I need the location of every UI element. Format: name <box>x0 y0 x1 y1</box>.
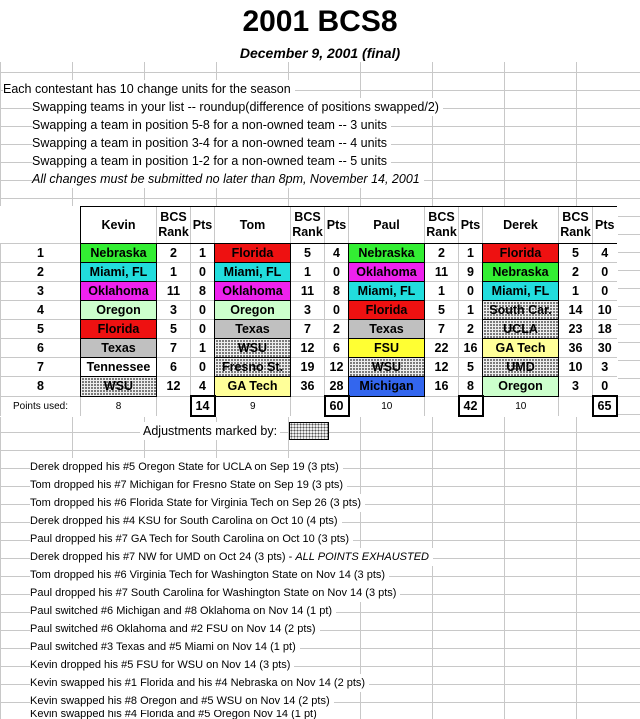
pts-cell: 30 <box>593 339 617 358</box>
log-entry: Paul switched #3 Texas and #5 Miami on Nov 14 (1 pt) <box>30 638 300 656</box>
bcs-rank-cell: 36 <box>291 377 325 397</box>
table-row <box>1 301 617 320</box>
rank-header-line: BCS <box>428 210 455 224</box>
bcs-rank-cell: 10 <box>559 358 593 377</box>
pts-cell: 28 <box>325 377 349 397</box>
log-entry: Paul switched #6 Michigan and #8 Oklahoma on Nov 14 (1 pt) <box>30 602 336 620</box>
position-cell: 7 <box>1 358 81 377</box>
log-entry: Paul dropped his #7 GA Tech for South Carolina on Oct 10 (3 pts) <box>30 530 353 548</box>
points-used-value: 10 <box>349 396 425 416</box>
points-used-value: 8 <box>81 396 157 416</box>
log-entry-text: Derek dropped his #7 NW for UMD on Oct 24 (3 pts) - <box>30 551 293 563</box>
pts-cell: 4 <box>325 244 349 263</box>
pts-cell: 2 <box>325 320 349 339</box>
rule-text: Each contestant has 10 change units for the season <box>3 80 295 98</box>
pts-cell: 0 <box>325 263 349 282</box>
rank-header-line: Rank <box>426 225 457 239</box>
bcs-rank-cell: 1 <box>559 282 593 301</box>
contestant-name: Kevin <box>81 207 157 244</box>
log-entry: Tom dropped his #7 Michigan for Fresno State on Sep 19 (3 pts) <box>30 476 347 494</box>
table-row <box>1 320 617 339</box>
team-cell: Florida <box>81 320 157 339</box>
bcs-rank-cell: 22 <box>425 339 459 358</box>
log-entry: Kevin swapped his #8 Oregon and #5 WSU on Nov 14 (2 pts) <box>30 692 334 710</box>
team-cell: Texas <box>349 320 425 339</box>
pts-header: Pts <box>325 207 349 244</box>
rank-header-line: BCS <box>562 210 589 224</box>
bcs-rank-cell: 7 <box>291 320 325 339</box>
position-cell: 4 <box>1 301 81 320</box>
pts-cell: 1 <box>459 301 483 320</box>
pts-cell: 6 <box>325 339 349 358</box>
team-cell: Tennessee <box>81 358 157 377</box>
position-cell: 8 <box>1 377 81 397</box>
position-cell: 2 <box>1 263 81 282</box>
pts-cell: 18 <box>593 320 617 339</box>
total-points-cell: 14 <box>191 396 215 416</box>
points-used-label: Points used: <box>1 396 81 416</box>
team-cell: WSU <box>81 377 157 397</box>
table-row <box>1 244 617 263</box>
pts-cell: 0 <box>191 320 215 339</box>
pts-cell: 4 <box>593 244 617 263</box>
bcs-rank-cell: 3 <box>291 301 325 320</box>
pts-cell: 0 <box>191 358 215 377</box>
team-cell: Nebraska <box>349 244 425 263</box>
total-points-cell: 60 <box>325 396 349 416</box>
bcs-rank-cell: 2 <box>425 244 459 263</box>
rule-text: Swapping a team in position 1-2 for a non-owned team -- 5 units <box>32 152 391 170</box>
log-entry: Derek dropped his #5 Oregon State for UCLA on Sep 19 (3 pts) <box>30 458 343 476</box>
pts-cell: 0 <box>593 282 617 301</box>
bcs-rank-cell: 1 <box>425 282 459 301</box>
team-cell: WSU <box>349 358 425 377</box>
bcs-rank-cell: 11 <box>157 282 191 301</box>
pts-cell: 8 <box>191 282 215 301</box>
bcs-rank-cell: 1 <box>291 263 325 282</box>
table-row <box>1 263 617 282</box>
bcs-rank-header <box>157 207 191 244</box>
bcs-rank-cell: 12 <box>157 377 191 397</box>
points-used-value: 10 <box>483 396 559 416</box>
team-cell: Miami, FL <box>483 282 559 301</box>
bcs-rank-cell: 5 <box>291 244 325 263</box>
bcs-rank-cell: 11 <box>291 282 325 301</box>
team-cell: GA Tech <box>215 377 291 397</box>
team-cell: South Car. <box>483 301 559 320</box>
pts-cell: 12 <box>325 358 349 377</box>
table-row <box>1 377 617 397</box>
spacer-cell <box>559 396 593 416</box>
position-cell: 3 <box>1 282 81 301</box>
bcs-rank-cell: 5 <box>157 320 191 339</box>
table-row <box>1 358 617 377</box>
bcs-rank-cell: 7 <box>425 320 459 339</box>
team-cell: UMD <box>483 358 559 377</box>
bcs-rank-cell: 3 <box>157 301 191 320</box>
log-entry: Paul switched #6 Oklahoma and #2 FSU on Nov 14 (2 pts) <box>30 620 320 638</box>
pts-header: Pts <box>593 207 617 244</box>
pts-cell: 0 <box>191 263 215 282</box>
table-row <box>1 282 617 301</box>
bcs-rank-header <box>425 207 459 244</box>
adjustment-swatch <box>289 422 329 440</box>
bcs-rank-cell: 5 <box>559 244 593 263</box>
rule-text: Swapping a team in position 3-4 for a non-owned team -- 4 units <box>32 134 391 152</box>
log-entry: Derek dropped his #4 KSU for South Carolina on Oct 10 (4 pts) <box>30 512 342 530</box>
bcs-rank-cell: 2 <box>157 244 191 263</box>
contestant-name: Paul <box>349 207 425 244</box>
total-points-cell: 42 <box>459 396 483 416</box>
points-used-value: 9 <box>215 396 291 416</box>
team-cell: Nebraska <box>81 244 157 263</box>
pts-header: Pts <box>459 207 483 244</box>
bcs-rank-cell: 2 <box>559 263 593 282</box>
pts-cell: 1 <box>459 244 483 263</box>
rule-text: Swapping teams in your list -- roundup(difference of positions swapped/2) <box>32 98 443 116</box>
spacer-cell <box>157 396 191 416</box>
bcs-rank-header <box>559 207 593 244</box>
team-cell: Oklahoma <box>215 282 291 301</box>
team-cell: Miami, FL <box>81 263 157 282</box>
contestant-name: Derek <box>483 207 559 244</box>
team-cell: WSU <box>215 339 291 358</box>
bcs-rank-cell: 12 <box>291 339 325 358</box>
pts-cell: 8 <box>325 282 349 301</box>
page-title: 2001 BCS8 <box>0 0 640 44</box>
team-cell: UCLA <box>483 320 559 339</box>
pts-cell: 2 <box>459 320 483 339</box>
pts-cell: 0 <box>459 282 483 301</box>
position-cell: 6 <box>1 339 81 358</box>
rank-header-line: Rank <box>560 225 591 239</box>
bcs-rank-cell: 1 <box>157 263 191 282</box>
pts-cell: 5 <box>459 358 483 377</box>
team-cell: Oregon <box>215 301 291 320</box>
pts-cell: 1 <box>191 339 215 358</box>
bcs-rank-cell: 36 <box>559 339 593 358</box>
bcs-rank-cell: 5 <box>425 301 459 320</box>
standings-table <box>0 206 618 417</box>
pts-cell: 0 <box>191 301 215 320</box>
team-cell: Florida <box>483 244 559 263</box>
pts-cell: 0 <box>325 301 349 320</box>
table-header-row <box>1 207 617 244</box>
bcs-rank-cell: 19 <box>291 358 325 377</box>
log-entry: Paul dropped his #7 South Carolina for Washington State on Nov 14 (3 pts) <box>30 584 400 602</box>
points-used-row <box>1 396 617 416</box>
corner-cell <box>1 207 81 244</box>
position-cell: 1 <box>1 244 81 263</box>
rank-header-line: BCS <box>160 210 187 224</box>
team-cell: Texas <box>215 320 291 339</box>
bcs-rank-cell: 7 <box>157 339 191 358</box>
contestant-name: Tom <box>215 207 291 244</box>
rule-text: All changes must be submitted no later than 8pm, November 14, 2001 <box>32 170 424 188</box>
pts-cell: 1 <box>191 244 215 263</box>
pts-cell: 9 <box>459 263 483 282</box>
pts-cell: 3 <box>593 358 617 377</box>
log-entry: Kevin dropped his #5 FSU for WSU on Nov 14 (3 pts) <box>30 656 294 674</box>
log-entry: Tom dropped his #6 Virginia Tech for Washington State on Nov 14 (3 pts) <box>30 566 389 584</box>
bcs-rank-cell: 16 <box>425 377 459 397</box>
pts-cell: 8 <box>459 377 483 397</box>
pts-header: Pts <box>191 207 215 244</box>
pts-cell: 16 <box>459 339 483 358</box>
log-entry: Kevin swapped his #1 Florida and his #4 Nebraska on Nov 14 (2 pts) <box>30 674 369 692</box>
team-cell: Oklahoma <box>81 282 157 301</box>
bcs-rank-cell: 11 <box>425 263 459 282</box>
rank-header-line: Rank <box>292 225 323 239</box>
bcs-rank-cell: 12 <box>425 358 459 377</box>
position-cell: 5 <box>1 320 81 339</box>
log-note: ALL POINTS EXHAUSTED <box>295 551 429 563</box>
team-cell: FSU <box>349 339 425 358</box>
bcs-rank-cell: 6 <box>157 358 191 377</box>
rule-text: Swapping a team in position 5-8 for a non-owned team -- 3 units <box>32 116 391 134</box>
team-cell: Florida <box>215 244 291 263</box>
pts-cell: 0 <box>593 263 617 282</box>
log-entry: Kevin swapped his #4 Florida and #5 Oregon Nov 14 (1 pt) <box>30 710 321 719</box>
page-subtitle: December 9, 2001 (final) <box>0 44 640 62</box>
rank-header-line: Rank <box>158 225 189 239</box>
team-cell: Florida <box>349 301 425 320</box>
log-entry <box>30 548 433 566</box>
bcs-rank-cell: 14 <box>559 301 593 320</box>
spacer-cell <box>425 396 459 416</box>
team-cell: GA Tech <box>483 339 559 358</box>
log-entry: Tom dropped his #6 Florida State for Virginia Tech on Sep 26 (3 pts) <box>30 494 365 512</box>
team-cell: Nebraska <box>483 263 559 282</box>
team-cell: Texas <box>81 339 157 358</box>
pts-cell: 0 <box>593 377 617 397</box>
team-cell: Michigan <box>349 377 425 397</box>
bcs-rank-cell: 3 <box>559 377 593 397</box>
bcs-rank-header <box>291 207 325 244</box>
team-cell: Fresno St. <box>215 358 291 377</box>
table-row <box>1 339 617 358</box>
adjustments-label: Adjustments marked by: <box>140 422 280 440</box>
spacer-cell <box>291 396 325 416</box>
pts-cell: 10 <box>593 301 617 320</box>
team-cell: Oregon <box>483 377 559 397</box>
team-cell: Oklahoma <box>349 263 425 282</box>
total-points-cell: 65 <box>593 396 617 416</box>
team-cell: Miami, FL <box>349 282 425 301</box>
bcs-rank-cell: 23 <box>559 320 593 339</box>
team-cell: Oregon <box>81 301 157 320</box>
rank-header-line: BCS <box>294 210 321 224</box>
pts-cell: 4 <box>191 377 215 397</box>
team-cell: Miami, FL <box>215 263 291 282</box>
